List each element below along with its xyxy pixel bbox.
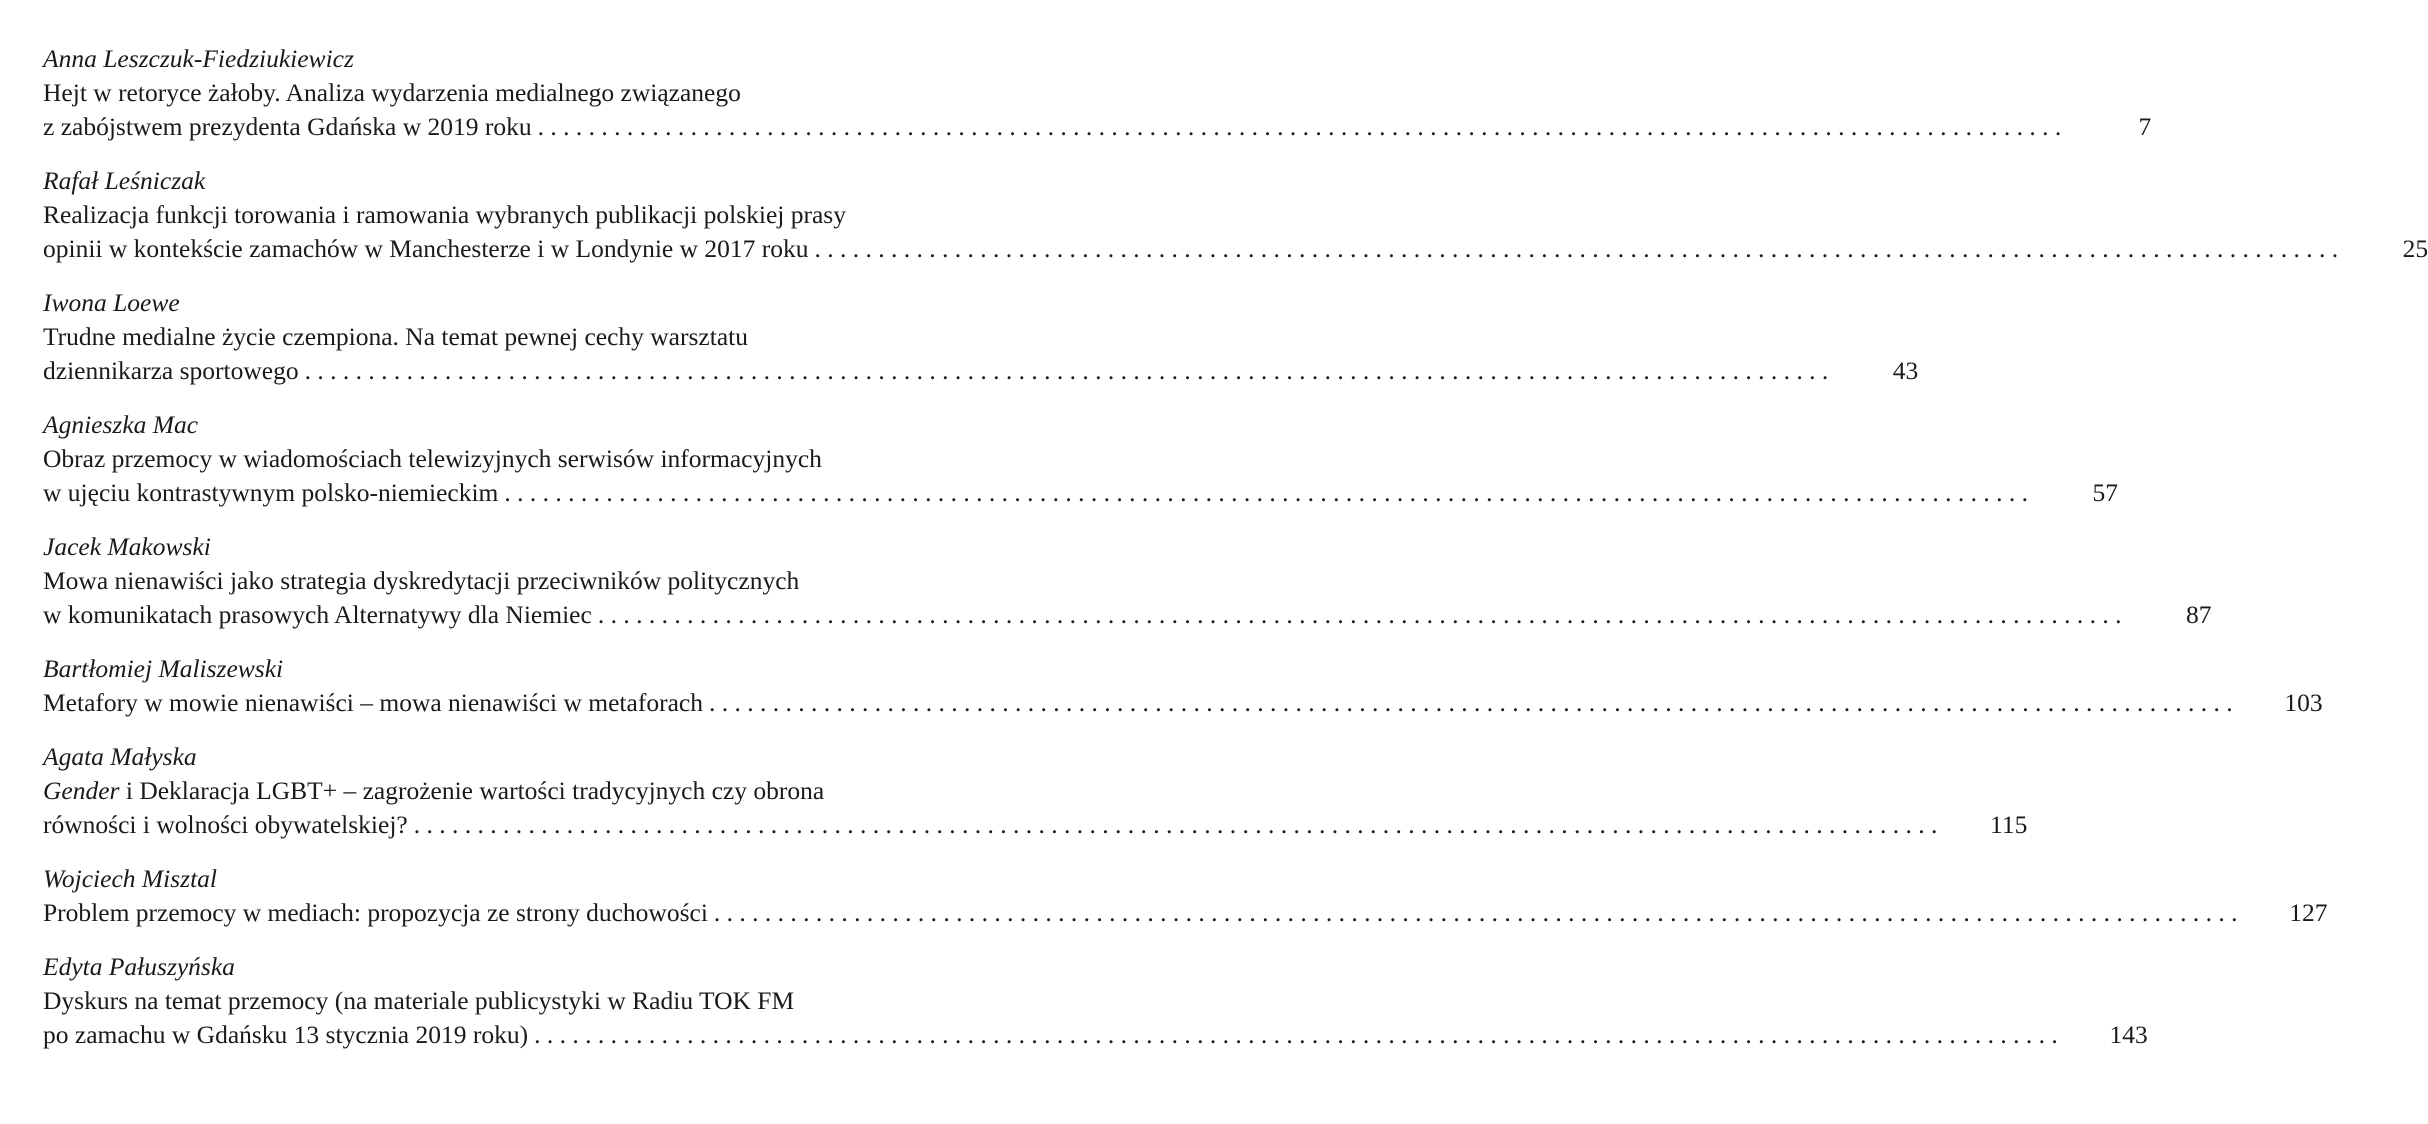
title-text: Metafory w mowie nienawiści – mowa nienawiści w metaforach <box>43 688 703 717</box>
page-number: 127 <box>2289 898 2328 927</box>
title-text: Hejt w retoryce żałoby. Analiza wydarzenia medialnego związanego <box>43 78 741 107</box>
table-of-contents <box>43 42 2428 1072</box>
page-number: 115 <box>1990 810 2028 839</box>
entry-title-line <box>43 198 1040 232</box>
page-number: 87 <box>2185 600 2212 629</box>
title-italic-term: Gender <box>43 776 120 805</box>
title-text: Trudne medialne życie czempiona. Na temat pewnej cechy warsztatu <box>43 322 748 351</box>
entry-author: Agata Małyska <box>43 742 197 771</box>
entry-title-line <box>43 442 1040 476</box>
page-number: 103 <box>2284 688 2323 717</box>
toc-entry <box>43 652 2323 720</box>
entry-author: Iwona Loewe <box>43 288 180 317</box>
title-text: Obraz przemocy w wiadomościach telewizyjnych serwisów informacyjnych <box>43 444 822 473</box>
toc-entry <box>43 408 2119 510</box>
entry-title-line <box>43 564 1040 598</box>
title-text: opinii w kontekście zamachów w Manchesterze i w Londynie w 2017 roku <box>43 234 809 263</box>
entry-title-last-line <box>43 808 2028 842</box>
title-text: Dyskurs na temat przemocy (na materiale publicystyki w Radiu TOK FM <box>43 986 795 1015</box>
toc-entry <box>43 950 2148 1052</box>
dot-leader: . . . . . . . . . . . . . . . . . . . . . . . . . . . . . . . . . . . . . . . . . . . . . . . . . . . . . . . . . . . . . . . . . . . . . . . . . . . . . . . . . . . . . . . . . . . . . . . . . . . . . . . . . . . . . . . . . . . . . . . . <box>597 600 2122 629</box>
entry-title-line <box>43 320 1040 354</box>
toc-entry <box>43 42 2152 144</box>
toc-entry <box>43 530 2212 632</box>
title-text: z zabójstwem prezydenta Gdańska w 2019 roku <box>43 112 532 141</box>
entry-title-line <box>43 76 1040 110</box>
entry-author: Jacek Makowski <box>43 532 211 561</box>
title-text: i Deklaracja LGBT+ – zagrożenie wartości tradycyjnych czy obrona <box>119 776 825 805</box>
entry-author: Agnieszka Mac <box>43 410 199 439</box>
title-text: równości i wolności obywatelskiej? <box>43 810 408 839</box>
title-text: w ujęciu kontrastywnym polsko-niemieckim <box>43 478 499 507</box>
title-text: Mowa nienawiści jako strategia dyskredytacji przeciwników politycznych <box>43 566 800 595</box>
title-text: Realizacja funkcji torowania i ramowania wybranych publikacji polskiej prasy <box>43 200 846 229</box>
page-number: 57 <box>2092 478 2119 507</box>
toc-entry <box>43 164 2428 266</box>
dot-leader: . . . . . . . . . . . . . . . . . . . . . . . . . . . . . . . . . . . . . . . . . . . . . . . . . . . . . . . . . . . . . . . . . . . . . . . . . . . . . . . . . . . . . . . . . . . . . . . . . . . . . . . . . . . . . . . . . . . . . . . . <box>713 898 2238 927</box>
entry-title-line <box>43 984 1040 1018</box>
entry-author: Anna Leszczuk-Fiedziukiewicz <box>43 44 354 73</box>
title-text: po zamachu w Gdańsku 13 stycznia 2019 roku) <box>43 1020 529 1049</box>
dot-leader: . . . . . . . . . . . . . . . . . . . . . . . . . . . . . . . . . . . . . . . . . . . . . . . . . . . . . . . . . . . . . . . . . . . . . . . . . . . . . . . . . . . . . . . . . . . . . . . . . . . . . . . . . . . . . . . . . . . . . . . . <box>814 234 2339 263</box>
title-text: dziennikarza sportowego <box>43 356 299 385</box>
entry-title-last-line <box>43 476 2119 510</box>
entry-title-last-line <box>43 354 1919 388</box>
entry-title-last-line <box>43 598 2212 632</box>
entry-title-line <box>43 774 1040 808</box>
toc-entry <box>43 740 2028 842</box>
toc-entry <box>43 286 1919 388</box>
page-number: 7 <box>2138 112 2152 141</box>
entry-title-last-line <box>43 686 2323 720</box>
dot-leader: . . . . . . . . . . . . . . . . . . . . . . . . . . . . . . . . . . . . . . . . . . . . . . . . . . . . . . . . . . . . . . . . . . . . . . . . . . . . . . . . . . . . . . . . . . . . . . . . . . . . . . . . . . . . . . . . . . . . . . . . <box>708 688 2233 717</box>
page-number: 25 <box>2402 234 2428 263</box>
entry-title-last-line <box>43 1018 2148 1052</box>
entry-title-last-line <box>43 896 2328 930</box>
entry-title-last-line <box>43 110 2152 144</box>
entry-author: Edyta Pałuszyńska <box>43 952 235 981</box>
dot-leader: . . . . . . . . . . . . . . . . . . . . . . . . . . . . . . . . . . . . . . . . . . . . . . . . . . . . . . . . . . . . . . . . . . . . . . . . . . . . . . . . . . . . . . . . . . . . . . . . . . . . . . . . . . . . . . . . . . . . . . . . <box>413 810 1938 839</box>
dot-leader: . . . . . . . . . . . . . . . . . . . . . . . . . . . . . . . . . . . . . . . . . . . . . . . . . . . . . . . . . . . . . . . . . . . . . . . . . . . . . . . . . . . . . . . . . . . . . . . . . . . . . . . . . . . . . . . . . . . . . . . . <box>537 112 2062 141</box>
page-number: 43 <box>1892 356 1919 385</box>
toc-entry <box>43 862 2328 930</box>
title-text: Problem przemocy w mediach: propozycja ze strony duchowości <box>43 898 708 927</box>
entry-author: Bartłomiej Maliszewski <box>43 654 284 683</box>
dot-leader: . . . . . . . . . . . . . . . . . . . . . . . . . . . . . . . . . . . . . . . . . . . . . . . . . . . . . . . . . . . . . . . . . . . . . . . . . . . . . . . . . . . . . . . . . . . . . . . . . . . . . . . . . . . . . . . . . . . . . . . . <box>534 1020 2058 1049</box>
entry-author: Wojciech Misztal <box>43 864 217 893</box>
title-text: w komunikatach prasowych Alternatywy dla Niemiec <box>43 600 592 629</box>
dot-leader: . . . . . . . . . . . . . . . . . . . . . . . . . . . . . . . . . . . . . . . . . . . . . . . . . . . . . . . . . . . . . . . . . . . . . . . . . . . . . . . . . . . . . . . . . . . . . . . . . . . . . . . . . . . . . . . . . . . . . . . . <box>504 478 2029 507</box>
page-number: 143 <box>2109 1020 2148 1049</box>
dot-leader: . . . . . . . . . . . . . . . . . . . . . . . . . . . . . . . . . . . . . . . . . . . . . . . . . . . . . . . . . . . . . . . . . . . . . . . . . . . . . . . . . . . . . . . . . . . . . . . . . . . . . . . . . . . . . . . . . . . . . . . . <box>304 356 1829 385</box>
entry-title-last-line <box>43 232 2428 266</box>
entry-author: Rafał Leśniczak <box>43 166 206 195</box>
